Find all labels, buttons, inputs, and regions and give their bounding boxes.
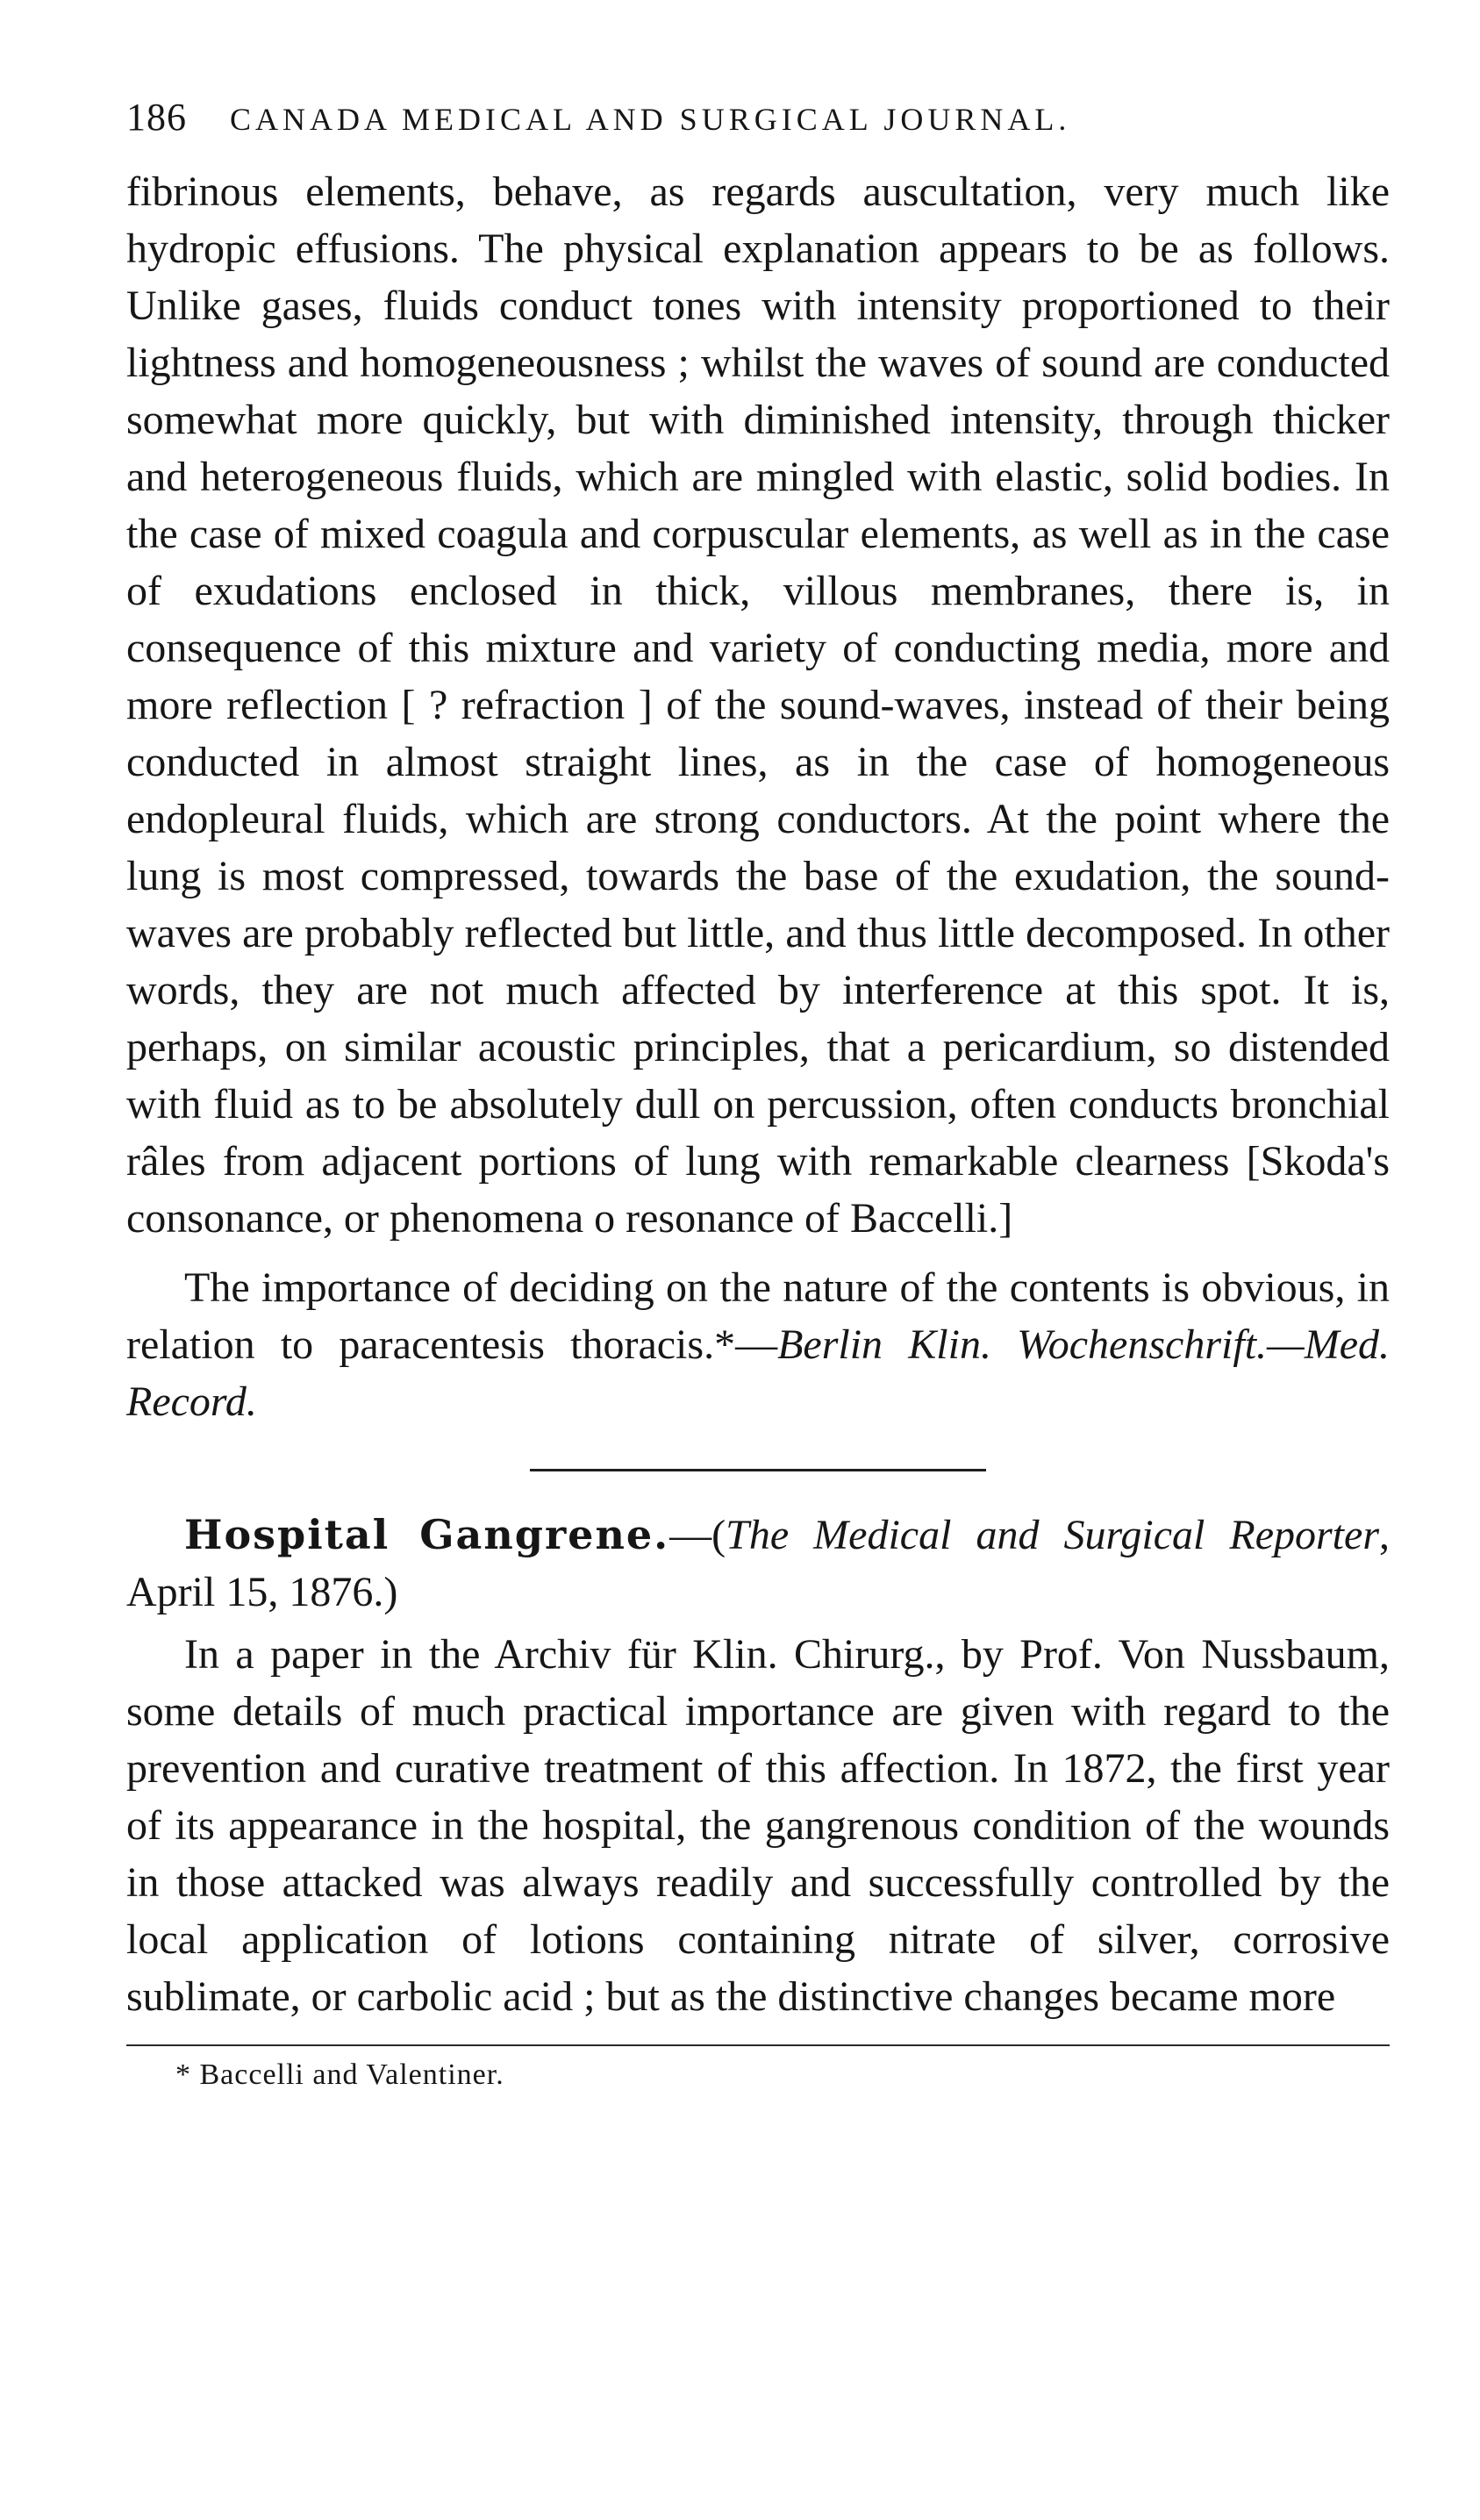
journal-title: CANADA MEDICAL AND SURGICAL JOURNAL. xyxy=(230,102,1071,137)
source-date: , April 15, 1876.) xyxy=(126,1512,1390,1615)
paragraph-hospital-gangrene: In a paper in the Archiv für Klin. Chirurg., by Prof. Von Nussbaum, some details of much practical importance are given with regard to the prevention and curative treatment of this affection. In 1872, the first year of its appearance in the hospital, the gangrenous condition of the wounds in those attacked was always readily and successfully controlled by the local application of lotions containing nitrate of silver, corrosive sublimate, or carbolic acid ; but as the distinctive changes became more xyxy=(126,1631,1390,2020)
paragraph-auscultation: fibrinous elements, behave, as regards auscultation, very much like hydropic effusions. The physical explanation appears to be as follows. Unlike gases, fluids conduct tones with intensity proportioned to their lightness and homogeneousness ; whilst the waves of sound are conducted somewhat more quickly, but with diminished intensity, through thicker and heterogeneous fluids, which are mingled with elastic, solid bodies. In the case of mixed coagula and corpuscular elements, as well as in the case of exudations enclosed in thick, villous membranes, there is, in consequence of this mixture and variety of conducting media, more and more reflection [ ? refraction ] of the sound-waves, instead of their being conducted in almost straight lines, as in the case of homogeneous endopleural fluids, which are strong conductors. At the point where the lung is most compressed, towards the base of the exudation, the sound-waves are probably reflected but little, and thus little decomposed. In other words, they are not much affected by interference at this spot. It is, perhaps, on similar acoustic principles, that a pericardium, so distended with fluid as to be absolutely dull on percussion, often conducts bronchial râles from adjacent portions of lung with remarkable clearness [Skoda's consonance, or phenomena o resonance of Baccelli.] xyxy=(126,168,1390,1242)
page-number: 186 xyxy=(126,96,187,139)
paragraph-importance xyxy=(126,1259,1390,1430)
paragraph-importance-text: The importance of deciding on the nature of the contents is obvious, in relation to paracentesis thoracis.*— xyxy=(126,1264,1390,1368)
footnote: * Baccelli and Valentiner. xyxy=(175,2058,504,2091)
citation-berlin-klin: Berlin Klin. Wochenschrift.—Med. Record. xyxy=(126,1321,1391,1425)
section-heading xyxy=(126,1507,1390,1621)
section-title: Hospital Gangrene. xyxy=(184,1511,670,1558)
running-head xyxy=(126,95,1390,147)
footnote-divider xyxy=(126,2044,1390,2046)
journal-page xyxy=(126,95,1390,2464)
section-divider xyxy=(530,1469,986,1471)
source-journal: The Medical and Surgical Reporter xyxy=(726,1512,1379,1558)
heading-dash: —( xyxy=(669,1512,726,1558)
